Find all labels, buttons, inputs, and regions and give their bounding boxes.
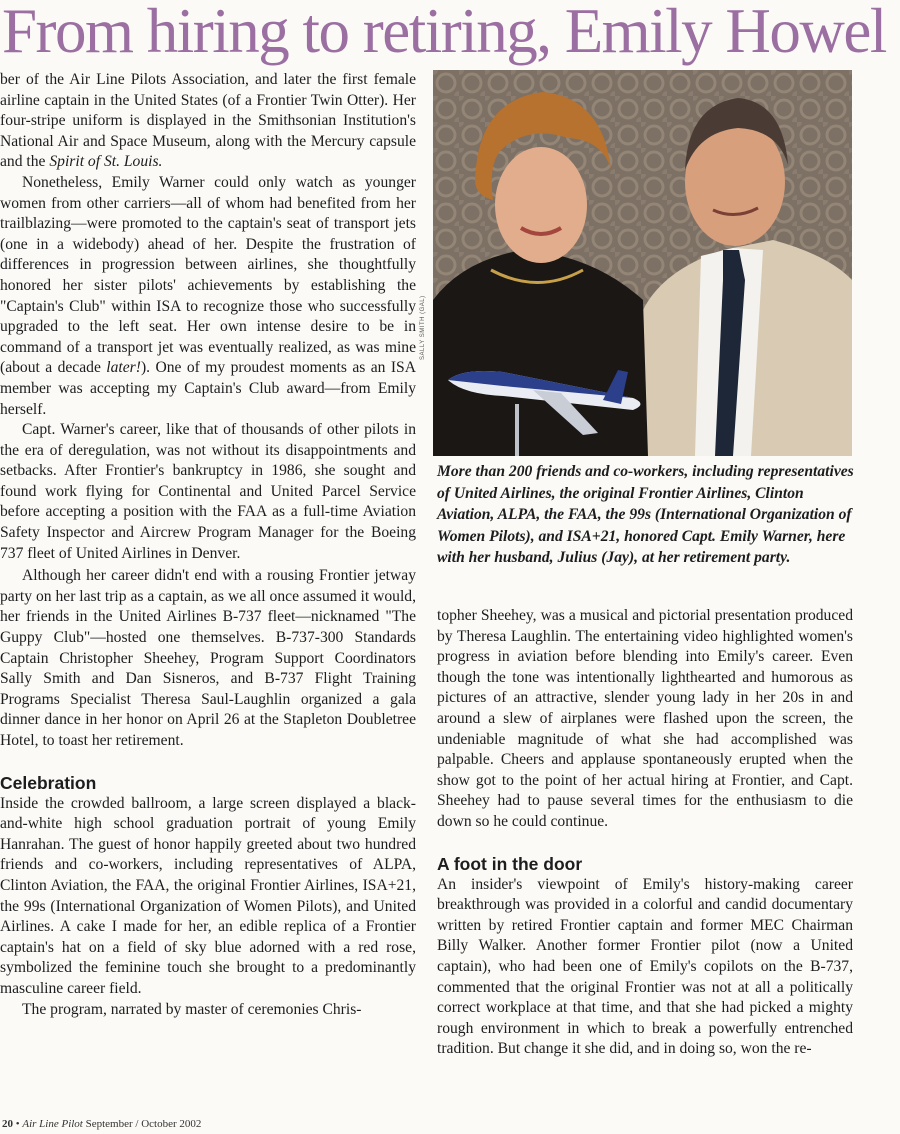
page-number: 20: [2, 1118, 13, 1130]
paragraph-text: Nonetheless, Emily Warner could only watch as younger women from other carriers—all of whom had benefited from her trailblazing—were promoted to the captain's seat of transport jets (one in a widebody) ahead of her. Despite the frustration of differences in progression between airlines, she thoughtfully honored her sister pilots' achievements by establishing the "Captain's Club" within ISA to recognize those who successfully upgraded to the left seat. Her own intense desire to be in command of a transport jet was eventually realized, as was mine (about a decade: [0, 173, 416, 377]
retirement-party-photo: [433, 70, 852, 456]
footer-bullet: •: [15, 1118, 20, 1130]
issue-date: September / October 2002: [85, 1118, 202, 1130]
photo-illustration: [433, 70, 852, 456]
section-heading-foot-in-door: A foot in the door: [437, 853, 583, 874]
paragraph: [0, 70, 416, 173]
italic-text: Spirit of St. Louis.: [49, 153, 163, 171]
paragraph: The program, narrated by master of ceremonies Chris-: [22, 1000, 362, 1018]
paragraph: Capt. Warner's career, like that of thousands of other pilots in the era of deregulation, was not without its disappointments and setbacks. After Frontier's bankruptcy in 1986, she sought and found work flying for Continental and United Parcel Service before accepting a position with the FAA as a full-time Aviation Safety Inspector and Aircrew Program Manager for the Boeing 737 fleet of United Airlines in Denver.: [0, 421, 416, 562]
paragraph: An insider's viewpoint of Emily's history-making career breakthrough was provided in a colorful and candid documentary written by retired Frontier captain and former MEC Chairman Billy Walker. Another former Frontier pilot (now a United captain), who had been one of Emily's copilots on the B-737, commented that the original Frontier was not at all a politically correct workplace at that time, and that she had picked a mighty rough environment in which to break a powerfully entrenched tradition. But change it she did, and in doing so, won the re-: [437, 875, 853, 1058]
left-column: [0, 70, 416, 1020]
page-footer: [2, 1118, 201, 1130]
right-column: [437, 606, 853, 1060]
photo-caption: More than 200 friends and co-workers, including representatives of United Airlines, the original Frontier Airlines, Clinton Aviation, ALPA, the FAA, the 99s (International Organization of Women Pilots), and ISA+21, honored Capt. Emily Warner, here with her husband, Julius (Jay), at her retirement party.: [437, 463, 854, 566]
paragraph-text: ). One of my proudest moments as an ISA member was accepting my Captain's Club award—from Emily herself.: [0, 359, 416, 418]
italic-text: later!: [106, 359, 141, 377]
paragraph-text: ber of the Air Line Pilots Association, and later the first female airline captain in the United States (of a Frontier Twin Otter). Her four-stripe uniform is displayed in the Smithsonian Institution's National Air and Space Museum, along with the Mercury capsule and the: [0, 71, 416, 171]
headline: From hiring to retiring, Emily Howel: [2, 0, 886, 66]
magazine-name: Air Line Pilot: [22, 1118, 83, 1130]
paragraph: Although her career didn't end with a rousing Frontier jetway party on her last trip as a captain, as we all once assumed it would, her friends in the United Airlines B-737 fleet—nicknamed "The Guppy Club"—hosted one themselves. B-737-300 Standards Captain Christopher Sheehey, Program Support Coordinators Sally Smith and Dan Sisneros, and B-737 Flight Training Programs Specialist Theresa Saul-Laughlin organized a gala dinner dance in her honor on April 26 at the Stapleton Doubletree Hotel, to toast her retirement.: [0, 567, 416, 749]
photo-credit: SALLY SMITH (GAL): [420, 295, 426, 360]
section-heading-celebration: Celebration: [0, 772, 97, 793]
paragraph: Inside the crowded ballroom, a large screen displayed a black-and-white high school graduation portrait of young Emily Hanrahan. The guest of honor happily greeted about two hundred friends and co-workers, including representatives of ALPA, Clinton Aviation, the FAA, the original Frontier Airlines, ISA+21, the 99s (International Organization of Women Pilots), and United Airlines. A cake I made for her, an edible replica of a Frontier captain's hat on a field of sky blue adorned with a red rose, symbolized the feminine touch she brought to a predominantly masculine career field.: [0, 794, 416, 997]
paragraph: [0, 173, 416, 420]
paragraph: topher Sheehey, was a musical and pictorial presentation produced by Theresa Laughlin. The entertaining video highlighted women's progress in aviation before blending into Emily's career. Even though the tone was intentionally lighthearted and humorous as pictures of an attractive, slender young lady in her 20s in and around a slew of airplanes were flashed upon the screen, the undeniable magnitude of what she had accomplished was palpable. Cheers and applause spontaneously erupted when the show got to the point of her actual hiring at Frontier, and Capt. Sheehey had to pause several times for the enthusiasm to die down so he could continue.: [437, 607, 853, 830]
